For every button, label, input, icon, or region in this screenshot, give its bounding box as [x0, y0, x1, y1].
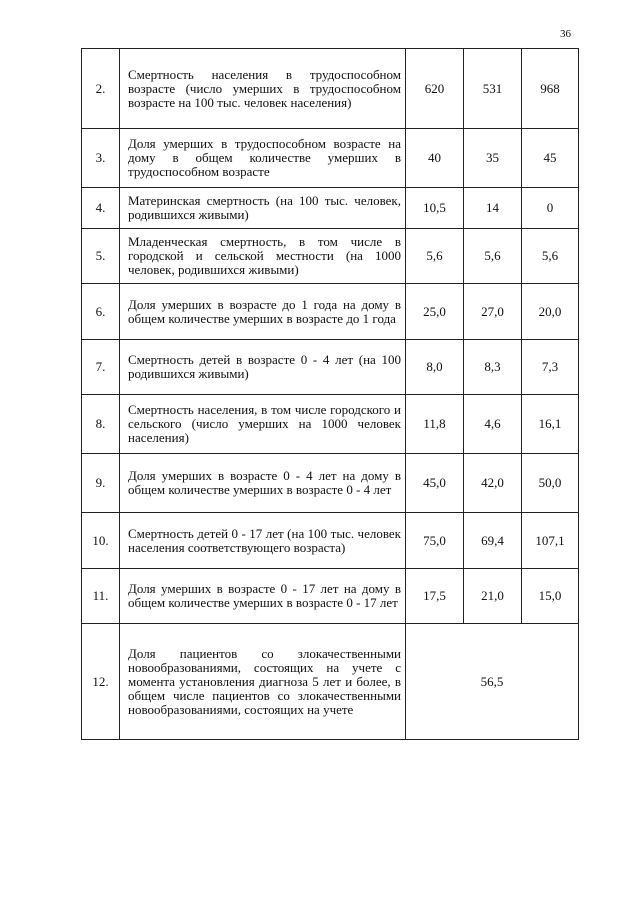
indicator-description: Материнская смертность (на 100 тыс. человек, родившихся живыми): [120, 188, 406, 229]
table-row: [82, 395, 579, 454]
value-cell: 14: [464, 188, 522, 229]
row-number: 7.: [82, 340, 120, 395]
table-row: [82, 340, 579, 395]
value-cell: 11,8: [406, 395, 464, 454]
indicator-description: Доля умерших в возрасте до 1 года на дому в общем количестве умерших в возрасте до 1 года: [120, 284, 406, 340]
table-row: [82, 49, 579, 129]
table-row: [82, 569, 579, 624]
indicator-description: Доля пациентов со злокачественными новообразованиями, состоящих на учете с момента установления диагноза 5 лет и более, в общем числе пациентов со злокачественными новообразованиями, состоящих на учете: [120, 624, 406, 740]
table-row: [82, 229, 579, 284]
row-number: 6.: [82, 284, 120, 340]
value-cell: 42,0: [464, 454, 522, 513]
value-cell: 16,1: [522, 395, 579, 454]
value-cell: 35: [464, 129, 522, 188]
row-number: 2.: [82, 49, 120, 129]
value-cell: 45,0: [406, 454, 464, 513]
value-cell: 69,4: [464, 513, 522, 569]
value-cell: 8,3: [464, 340, 522, 395]
indicator-description: Смертность населения в трудоспособном возрасте (число умерших в трудоспособном возрасте на 100 тыс. человек населения): [120, 49, 406, 129]
value-cell: 620: [406, 49, 464, 129]
indicator-description: Смертность детей 0 - 17 лет (на 100 тыс. человек населения соответствующего возраста): [120, 513, 406, 569]
indicator-description: Смертность населения, в том числе городского и сельского (число умерших на 1000 человек населения): [120, 395, 406, 454]
indicators-table: [81, 48, 579, 740]
page-number: 36: [560, 28, 571, 40]
value-cell: 968: [522, 49, 579, 129]
table-row: [82, 129, 579, 188]
row-number: 9.: [82, 454, 120, 513]
row-number: 5.: [82, 229, 120, 284]
indicator-description: Доля умерших в трудоспособном возрасте на дому в общем количестве умерших в трудоспособном возрасте: [120, 129, 406, 188]
indicator-description: Младенческая смертность, в том числе в городской и сельской местности (на 1000 человек, родившихся живыми): [120, 229, 406, 284]
table-row: [82, 513, 579, 569]
value-cell: 25,0: [406, 284, 464, 340]
value-cell: 10,5: [406, 188, 464, 229]
value-cell: 531: [464, 49, 522, 129]
indicator-description: Доля умерших в возрасте 0 - 17 лет на дому в общем количестве умерших в возрасте 0 - 17 лет: [120, 569, 406, 624]
value-cell: 40: [406, 129, 464, 188]
indicator-description: Доля умерших в возрасте 0 - 4 лет на дому в общем количестве умерших в возрасте 0 - 4 лет: [120, 454, 406, 513]
value-cell: 5,6: [522, 229, 579, 284]
row-number: 4.: [82, 188, 120, 229]
value-cell: 0: [522, 188, 579, 229]
table-row: [82, 624, 579, 740]
value-cell: 15,0: [522, 569, 579, 624]
value-cell: 75,0: [406, 513, 464, 569]
table-row: [82, 188, 579, 229]
table-row: [82, 454, 579, 513]
indicator-description: Смертность детей в возрасте 0 - 4 лет (на 100 родившихся живыми): [120, 340, 406, 395]
row-number: 3.: [82, 129, 120, 188]
value-cell: 5,6: [464, 229, 522, 284]
value-cell: 27,0: [464, 284, 522, 340]
value-cell: 107,1: [522, 513, 579, 569]
value-cell: 7,3: [522, 340, 579, 395]
row-number: 12.: [82, 624, 120, 740]
merged-value-cell: 56,5: [406, 624, 579, 740]
value-cell: 17,5: [406, 569, 464, 624]
row-number: 11.: [82, 569, 120, 624]
value-cell: 50,0: [522, 454, 579, 513]
value-cell: 45: [522, 129, 579, 188]
value-cell: 20,0: [522, 284, 579, 340]
value-cell: 4,6: [464, 395, 522, 454]
value-cell: 21,0: [464, 569, 522, 624]
row-number: 8.: [82, 395, 120, 454]
value-cell: 5,6: [406, 229, 464, 284]
value-cell: 8,0: [406, 340, 464, 395]
row-number: 10.: [82, 513, 120, 569]
table-row: [82, 284, 579, 340]
